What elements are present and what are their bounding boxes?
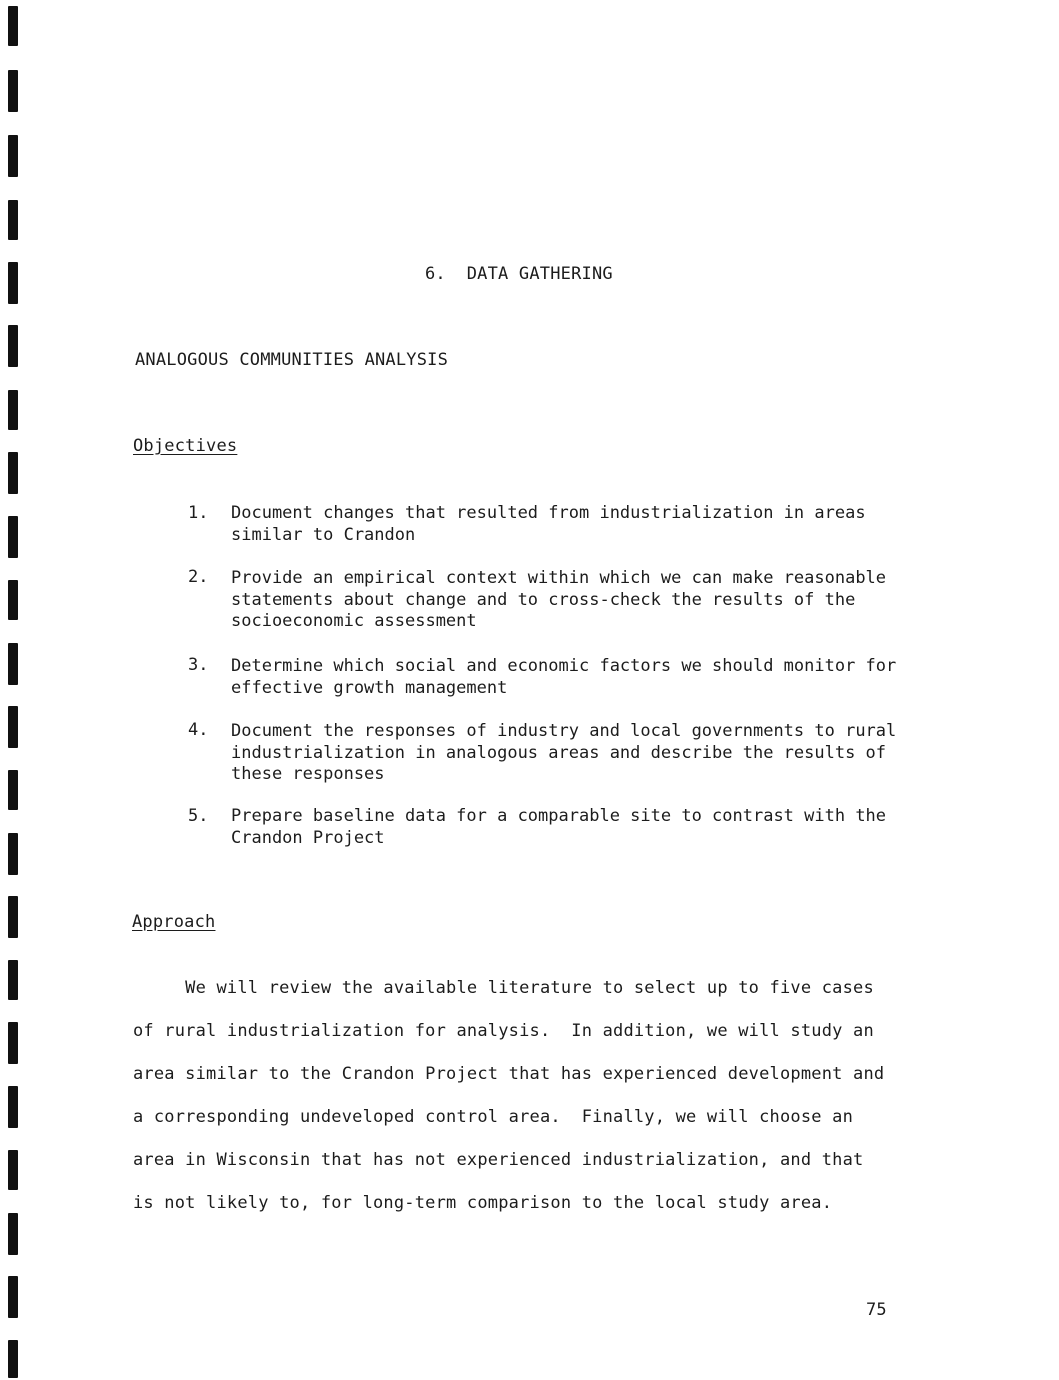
binding-mark <box>8 706 18 748</box>
binding-mark <box>8 770 18 810</box>
binding-marks <box>0 0 30 1380</box>
binding-mark <box>8 580 18 620</box>
paragraph-line: area similar to the Crandon Project that has experienced development and <box>133 1064 885 1084</box>
binding-mark <box>8 1340 18 1378</box>
list-item-text: Document the responses of industry and local governments to rural industrialization in analogous areas and describe the results of these responses <box>231 721 897 784</box>
binding-mark <box>8 833 18 875</box>
binding-mark <box>8 1022 18 1064</box>
paragraph-line: area in Wisconsin that has not experienced industrialization, and that <box>133 1150 864 1170</box>
binding-mark <box>8 262 18 304</box>
page-number: 75 <box>866 1300 887 1320</box>
paragraph-line: is not likely to, for long-term comparison to the local study area. <box>133 1193 833 1213</box>
paragraph-line: of rural industrialization for analysis. In addition, we will study an <box>133 1021 874 1041</box>
binding-mark <box>8 70 18 112</box>
binding-mark <box>8 643 18 685</box>
binding-mark <box>8 325 18 367</box>
paragraph-line: We will review the available literature to select up to five cases <box>133 978 874 998</box>
list-item-text: Document changes that resulted from industrialization in areas similar to Crandon <box>231 503 866 545</box>
binding-mark <box>8 960 18 1000</box>
list-item-number: 1. <box>188 503 209 523</box>
binding-mark <box>8 1150 18 1190</box>
binding-mark <box>8 390 18 430</box>
binding-mark <box>8 1276 18 1318</box>
objectives-heading: Objectives <box>133 436 238 456</box>
list-item-text: Determine which social and economic factors we should monitor for effective growth management <box>231 656 897 698</box>
binding-mark <box>8 200 18 240</box>
binding-mark <box>8 516 18 558</box>
list-item-number: 5. <box>188 806 209 826</box>
list-item-text: Prepare baseline data for a comparable site to contrast with the Crandon Project <box>231 806 887 848</box>
binding-mark <box>8 452 18 494</box>
binding-mark <box>8 135 18 177</box>
list-item-text: Provide an empirical context within which we can make reasonable statements about change and to cross-check the results of the socioeconomic assessment <box>231 568 887 631</box>
binding-mark <box>8 1213 18 1255</box>
section-title: ANALOGOUS COMMUNITIES ANALYSIS <box>135 350 449 370</box>
list-item-number: 2. <box>188 567 209 587</box>
paragraph-line: a corresponding undeveloped control area. Finally, we will choose an <box>133 1107 854 1127</box>
binding-mark <box>8 6 18 46</box>
list-item-number: 4. <box>188 720 209 740</box>
binding-mark <box>8 896 18 938</box>
list-item-number: 3. <box>188 655 209 675</box>
approach-heading: Approach <box>132 912 216 932</box>
chapter-heading: 6. DATA GATHERING <box>425 264 613 284</box>
binding-mark <box>8 1086 18 1128</box>
